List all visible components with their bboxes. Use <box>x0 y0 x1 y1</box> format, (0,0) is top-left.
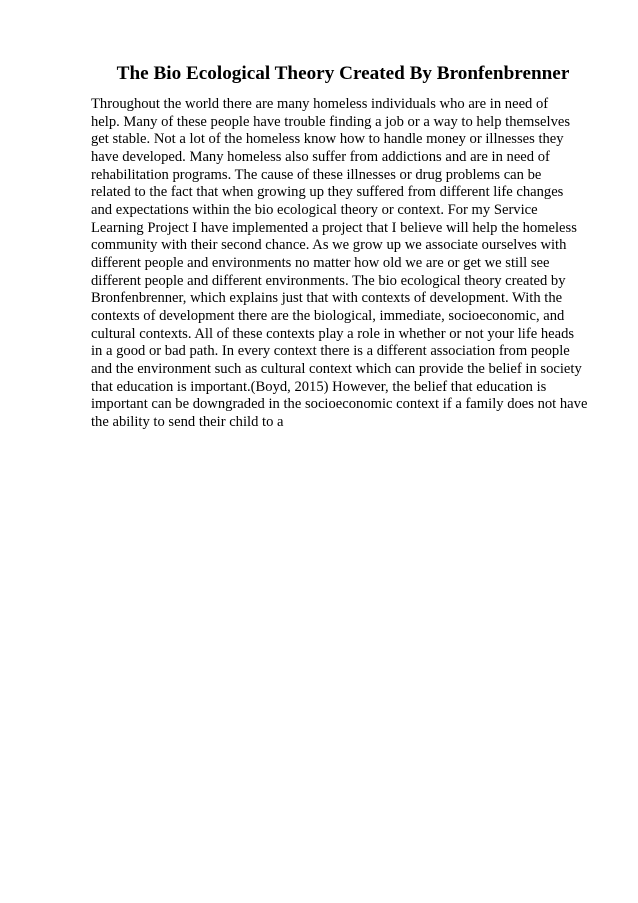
body-line: help. Many of these people have trouble finding a job or a way to help themselves <box>91 113 571 130</box>
body-line: in a good or bad path. In every context there is a different association from people <box>91 343 570 360</box>
body-line: Throughout the world there are many homeless individuals who are in need of <box>91 96 549 112</box>
body-line: different people and different environments. The bio ecological theory created by <box>91 272 566 289</box>
body-line: and the environment such as cultural context which can provide the belief in society <box>91 360 582 377</box>
body-line: Bronfenbrenner, which explains just that with contexts of development. With the <box>91 290 563 307</box>
document-body <box>91 96 587 431</box>
body-line: Learning Project I have implemented a project that I believe will help the homeless <box>91 219 577 236</box>
body-line: get stable. Not a lot of the homeless know how to handle money or illnesses they <box>91 131 564 148</box>
body-line: related to the fact that when growing up they suffered from different life changes <box>91 184 564 201</box>
document-title: The Bio Ecological Theory Created By Bronfenbrenner <box>116 63 570 84</box>
body-line: different people and environments no matter how old we are or get we still see <box>91 254 550 271</box>
body-line: the ability to send their child to a <box>91 413 284 430</box>
body-line: cultural contexts. All of these contexts play a role in whether or not your life heads <box>91 325 575 342</box>
body-line: important can be downgraded in the socioeconomic context if a family does not have <box>91 396 588 413</box>
body-line: have developed. Many homeless also suffer from addictions and are in need of <box>91 148 550 165</box>
body-line: community with their second chance. As we grow up we associate ourselves with <box>91 237 567 254</box>
body-line: that education is important.(Boyd, 2015) However, the belief that education is <box>91 378 547 395</box>
body-line: and expectations within the bio ecological theory or context. For my Service <box>91 201 538 218</box>
body-line: contexts of development there are the biological, immediate, socioeconomic, and <box>91 307 565 324</box>
body-line: rehabilitation programs. The cause of these illnesses or drug problems can be <box>91 166 542 183</box>
